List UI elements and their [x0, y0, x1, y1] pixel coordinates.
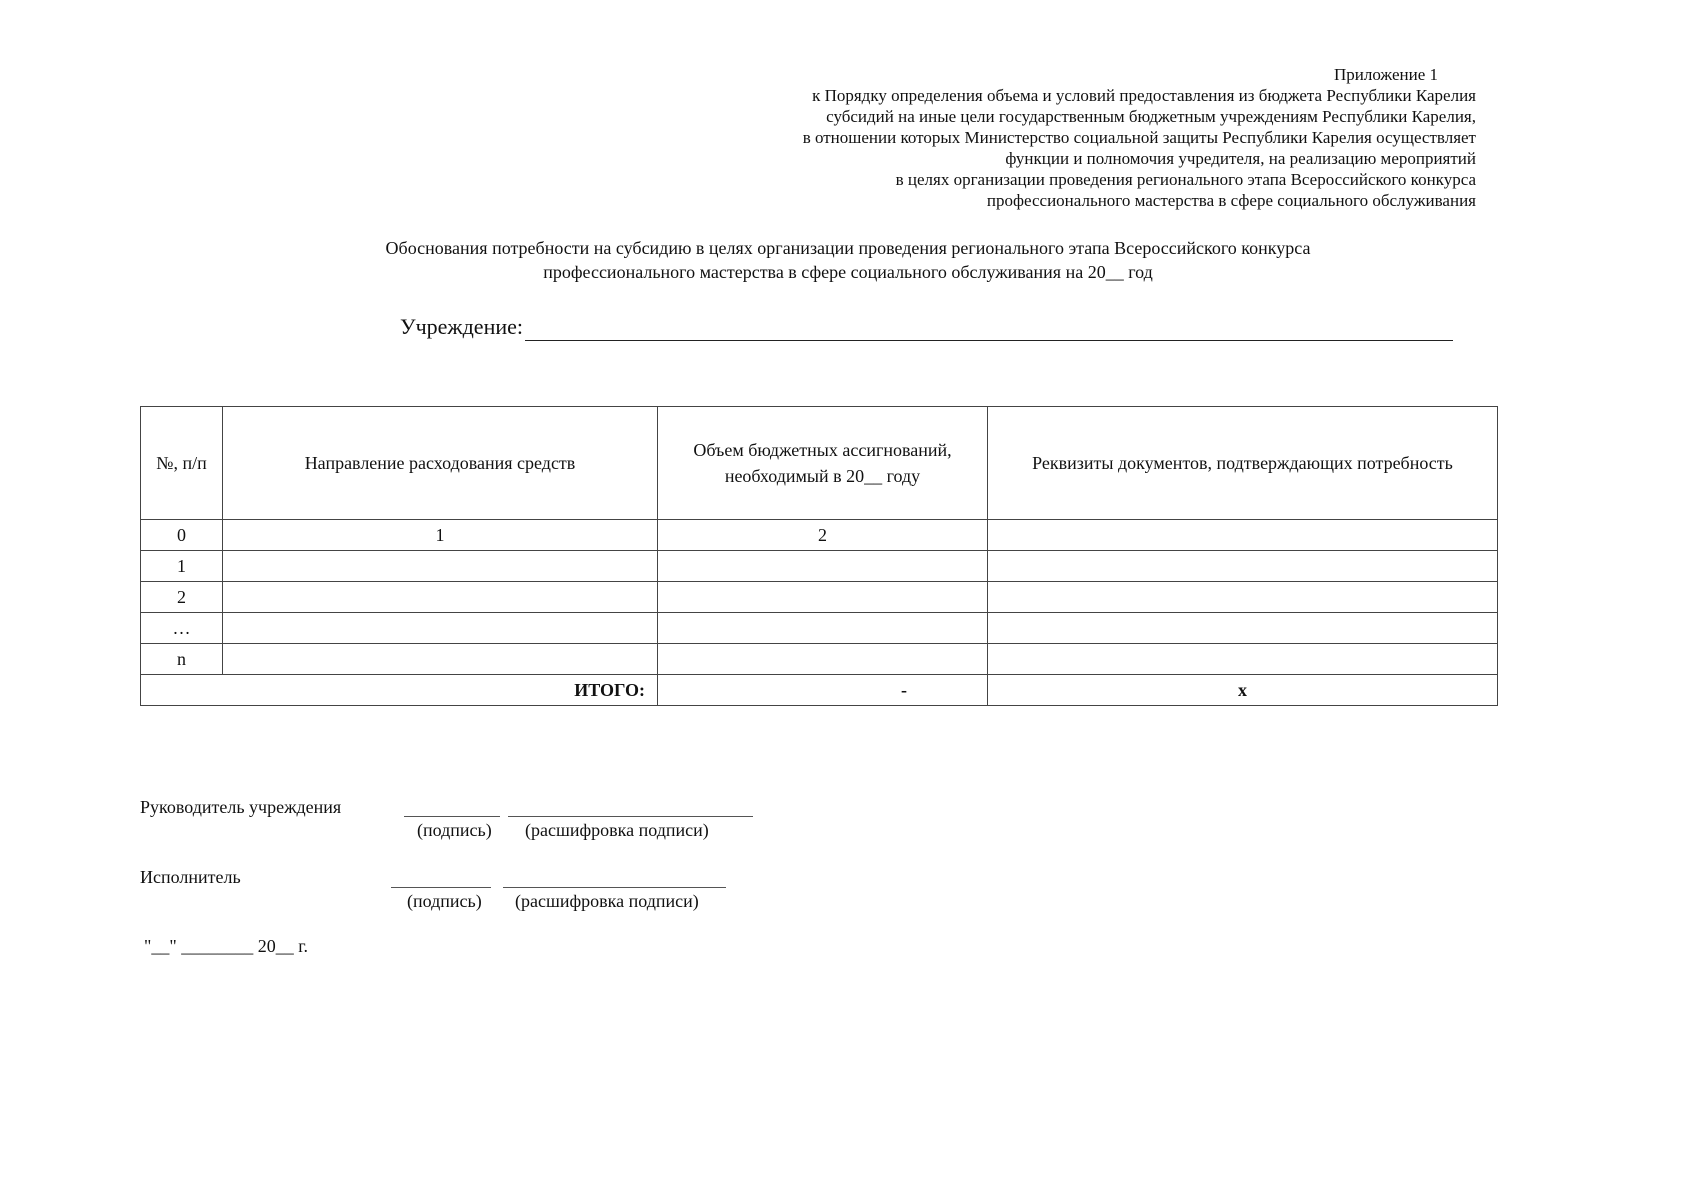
- cell-documents[interactable]: [988, 551, 1498, 582]
- row-number: n: [141, 644, 223, 675]
- row-number: 1: [141, 551, 223, 582]
- cell-documents[interactable]: [988, 644, 1498, 675]
- executor-label: Исполнитель: [140, 867, 241, 887]
- expenditure-table: [140, 406, 1498, 706]
- row-number: 2: [141, 582, 223, 613]
- head-decoding-caption: (расшифровка подписи): [525, 820, 709, 840]
- table-row: [141, 613, 1498, 644]
- cell-budget[interactable]: [658, 551, 988, 582]
- annex-line: функции и полномочия учредителя, на реализацию мероприятий: [1005, 149, 1476, 168]
- executor-signature-block: [140, 866, 780, 916]
- annex-line: субсидий на иные цели государственным бюджетным учреждениям Республики Карелия,: [826, 107, 1476, 126]
- header-budget: Объем бюджетных ассигнований, необходимый в 20__ году: [658, 407, 988, 520]
- header-direction: Направление расходования средств: [223, 407, 658, 520]
- annex-line: в целях организации проведения регионального этапа Всероссийского конкурса: [895, 170, 1476, 189]
- heading-line-2: профессионального мастерства в сфере социального обслуживания на 20__ год: [543, 262, 1153, 282]
- annex-line: профессионального мастерства в сфере социального обслуживания: [986, 191, 1476, 210]
- column-number-row: [141, 520, 1498, 551]
- annex-line: к Порядку определения объема и условий предоставления из бюджета Республики Карелия: [812, 86, 1476, 105]
- total-budget: -: [658, 675, 988, 706]
- head-label: Руководитель учреждения: [140, 797, 342, 817]
- institution-field: [400, 313, 1453, 341]
- cell-documents[interactable]: [988, 613, 1498, 644]
- table-row: [141, 551, 1498, 582]
- total-row: [141, 675, 1498, 706]
- head-signature-block: [140, 796, 780, 846]
- annex-header: [600, 64, 1476, 211]
- cell-direction[interactable]: [223, 644, 658, 675]
- cell-budget[interactable]: [658, 644, 988, 675]
- executor-decoding-blank[interactable]: [503, 887, 726, 888]
- row-number: …: [141, 613, 223, 644]
- annex-title: Приложение 1: [1334, 65, 1438, 84]
- column-number: [988, 520, 1498, 551]
- executor-signature-caption: (подпись): [407, 891, 482, 911]
- column-number: 2: [658, 520, 988, 551]
- cell-direction[interactable]: [223, 582, 658, 613]
- total-documents: х: [988, 675, 1498, 706]
- cell-documents[interactable]: [988, 582, 1498, 613]
- head-signature-blank[interactable]: [404, 816, 500, 817]
- document-heading: [330, 236, 1366, 284]
- table-header-row: [141, 407, 1498, 520]
- institution-label: Учреждение:: [400, 314, 523, 339]
- executor-signature-blank[interactable]: [391, 887, 491, 888]
- cell-direction[interactable]: [223, 613, 658, 644]
- head-signature-caption: (подпись): [417, 820, 492, 840]
- table-row: [141, 582, 1498, 613]
- cell-budget[interactable]: [658, 613, 988, 644]
- column-number: 1: [223, 520, 658, 551]
- executor-decoding-caption: (расшифровка подписи): [515, 891, 699, 911]
- column-number: 0: [141, 520, 223, 551]
- header-documents: Реквизиты документов, подтверждающих потребность: [988, 407, 1498, 520]
- header-number: №, п/п: [141, 407, 223, 520]
- cell-direction[interactable]: [223, 551, 658, 582]
- institution-blank[interactable]: [525, 317, 1453, 341]
- cell-budget[interactable]: [658, 582, 988, 613]
- annex-line: в отношении которых Министерство социальной защиты Республики Карелия осуществляет: [802, 128, 1476, 147]
- head-decoding-blank[interactable]: [508, 816, 753, 817]
- table-row: [141, 644, 1498, 675]
- date-field[interactable]: "__" ________ 20__ г.: [144, 936, 309, 956]
- heading-line-1: Обоснования потребности на субсидию в целях организации проведения регионального этапа Всероссийского конкурса: [385, 238, 1311, 258]
- total-label: ИТОГО:: [141, 675, 658, 706]
